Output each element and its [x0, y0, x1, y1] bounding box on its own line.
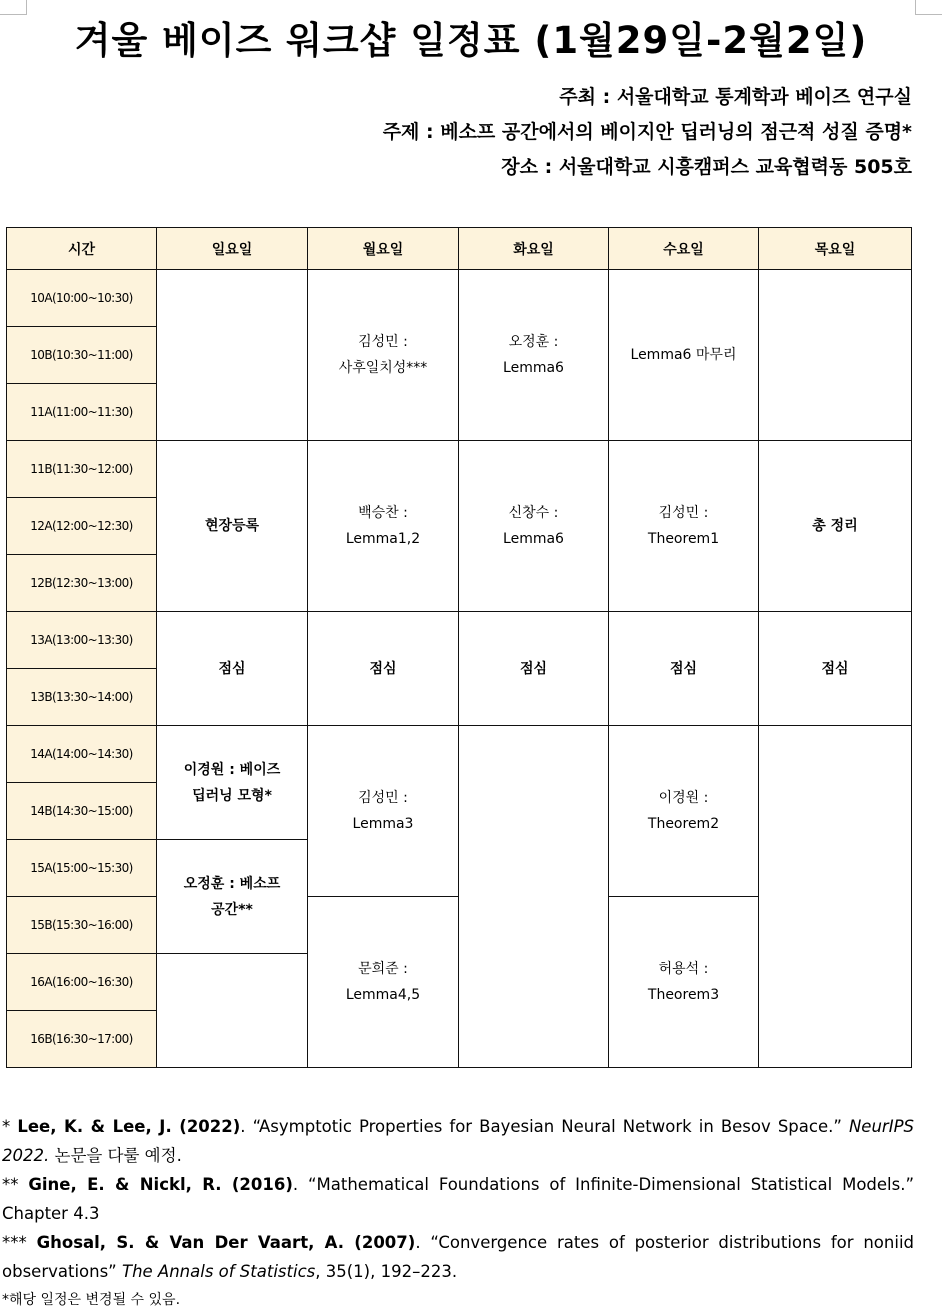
topic-line: 주제 : 베소프 공간에서의 베이지안 딥러닝의 점근적 성질 증명* [382, 121, 912, 143]
speaker: 오정훈 : 베소프 [183, 875, 281, 892]
empty-cell [759, 726, 912, 1068]
speaker: 오정훈 : [508, 334, 559, 350]
empty-cell [459, 726, 609, 1068]
footnote-journal: The Annals of Statistics [121, 1262, 316, 1281]
footnote-pages: , 35(1), 192–223. [315, 1262, 458, 1281]
table-row [7, 441, 912, 498]
session-topic: Lemma3 [352, 816, 414, 832]
lunch-cell: 점심 [459, 612, 609, 726]
footnote-title: “Convergence rates of posterior distributions for noniid observations” [2, 1233, 915, 1281]
footnote-mark: ** [2, 1175, 19, 1194]
time-slot: 10A(10:00~10:30) [7, 270, 157, 327]
footnote-2: ** Gine, E. & Nickl, R. (2016). “Mathematical Foundations of Infinite-Dimensional Statistical Models.” Chapter 4.3 [2, 1175, 915, 1223]
session-cell [308, 270, 459, 441]
session-cell [308, 726, 459, 897]
header-wednesday: 수요일 [609, 228, 759, 270]
session-topic: 사후일치성*** [338, 360, 428, 376]
session-topic: Theorem1 [647, 531, 720, 547]
footnotes [2, 1112, 914, 1315]
header-time: 시간 [7, 228, 157, 270]
schedule-table [6, 227, 912, 1068]
session-cell [157, 840, 308, 954]
lunch-cell: 점심 [759, 612, 912, 726]
time-slot: 14A(14:00~14:30) [7, 726, 157, 783]
speaker: 신창수 : [508, 505, 559, 521]
session-topic: Lemma6 마무리 [630, 347, 737, 363]
session-cell [459, 270, 609, 441]
lunch-cell: 점심 [308, 612, 459, 726]
time-slot: 13A(13:00~13:30) [7, 612, 157, 669]
time-slot: 11A(11:00~11:30) [7, 384, 157, 441]
session-topic: 딥러닝 모형* [192, 787, 272, 804]
lunch-cell: 점심 [609, 612, 759, 726]
host-line: 주최 : 서울대학교 통계학과 베이즈 연구실 [559, 86, 912, 108]
speaker: 허용석 : [658, 961, 709, 977]
speaker: 이경원 : [658, 790, 709, 806]
time-slot: 12B(12:30~13:00) [7, 555, 157, 612]
footnote-title: “Asymptotic Properties for Bayesian Neural Network in Besov Space.” [252, 1117, 842, 1136]
time-slot: 15B(15:30~16:00) [7, 897, 157, 954]
session-cell [308, 441, 459, 612]
session-topic: 공간** [211, 901, 253, 918]
footnote-venue: NeurIPS 2022. [2, 1117, 914, 1165]
time-slot: 13B(13:30~14:00) [7, 669, 157, 726]
header-monday: 월요일 [308, 228, 459, 270]
footnote-chapter: Chapter 4.3 [2, 1204, 100, 1223]
session-cell [308, 897, 459, 1068]
table-row [7, 270, 912, 327]
footnote-mark: * [2, 1117, 11, 1136]
time-slot: 16B(16:30~17:00) [7, 1011, 157, 1068]
footnote-authors: Gine, E. & Nickl, R. (2016) [28, 1175, 293, 1194]
table-row [7, 726, 912, 783]
session-topic: Lemma6 [503, 360, 564, 376]
speaker: 이경원 : 베이즈 [183, 761, 281, 778]
session-cell [459, 441, 609, 612]
lunch-cell: 점심 [157, 612, 308, 726]
session-topic: Theorem2 [647, 816, 720, 832]
empty-cell [157, 954, 308, 1068]
header-row [7, 228, 912, 270]
session-topic: Lemma4,5 [345, 987, 421, 1003]
table-row [7, 612, 912, 669]
header-sunday: 일요일 [157, 228, 308, 270]
session-topic: Theorem3 [647, 987, 720, 1003]
header-thursday: 목요일 [759, 228, 912, 270]
session-cell [609, 726, 759, 897]
time-slot: 15A(15:00~15:30) [7, 840, 157, 897]
footnote-1: * Lee, K. & Lee, J. (2022). “Asymptotic Properties for Bayesian Neural Network in Besov Space.” NeurIPS 2022. 논문을 다룰 예정. [2, 1117, 914, 1165]
time-slot: 12A(12:00~12:30) [7, 498, 157, 555]
session-cell [157, 726, 308, 840]
speaker: 김성민 : [358, 790, 408, 806]
footnote-mark: *** [2, 1233, 27, 1252]
footnote-3: *** Ghosal, S. & Van Der Vaart, A. (2007). “Convergence rates of posterior distributions for noniid observations” The Annals of Statistics, 35(1), 192–223. [2, 1233, 915, 1281]
schedule-change-note: *해당 일정은 변경될 수 있음. [2, 1292, 181, 1308]
header-tuesday: 화요일 [459, 228, 609, 270]
time-slot: 11B(11:30~12:00) [7, 441, 157, 498]
time-slot: 16A(16:00~16:30) [7, 954, 157, 1011]
summary-cell: 총 정리 [759, 441, 912, 612]
empty-cell [759, 270, 912, 441]
venue-line: 장소 : 서울대학교 시흥캠퍼스 교육협력동 505호 [501, 156, 912, 178]
session-cell [609, 270, 759, 441]
time-slot: 14B(14:30~15:00) [7, 783, 157, 840]
page-title: 겨울 베이즈 워크샵 일정표 (1월29일-2월2일) [74, 19, 868, 62]
session-cell [609, 441, 759, 612]
session-topic: Lemma1,2 [345, 531, 421, 547]
speaker: 김성민 : [358, 334, 408, 350]
time-slot: 10B(10:30~11:00) [7, 327, 157, 384]
speaker: 문희준 : [358, 961, 408, 977]
footnote-note: 논문을 다룰 예정. [54, 1146, 182, 1165]
footnote-authors: Ghosal, S. & Van Der Vaart, A. (2007) [36, 1233, 416, 1252]
session-topic: Lemma6 [503, 531, 564, 547]
speaker: 백승찬 : [358, 505, 408, 521]
footnote-title: “Mathematical Foundations of Infinite-Dimensional Statistical Models.” [307, 1175, 915, 1194]
footnote-authors: Lee, K. & Lee, J. (2022) [17, 1117, 241, 1136]
session-cell [609, 897, 759, 1068]
speaker: 김성민 : [658, 505, 709, 521]
registration-cell: 현장등록 [157, 441, 308, 612]
empty-cell [157, 270, 308, 441]
